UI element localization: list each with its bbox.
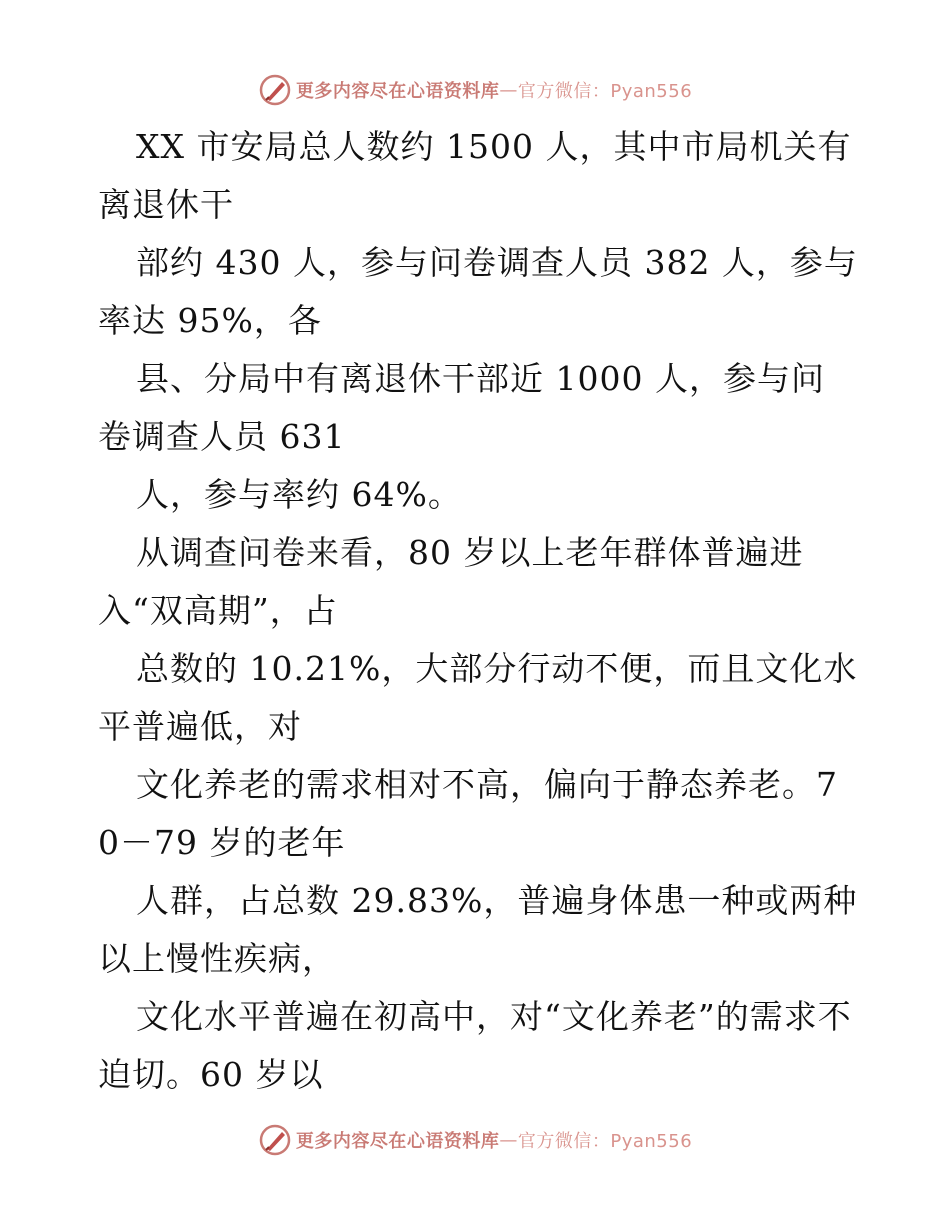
paragraph: 部约 430 人，参与问卷调查人员 382 人，参与率达 95%，各 — [98, 243, 858, 340]
watermark-main-text: 更多内容尽在心语资料库 — [295, 81, 500, 102]
watermark-dash: — — [499, 79, 518, 101]
quill-logo-icon — [258, 73, 292, 107]
paragraph: 县、分局中有离退休干部近 1000 人，参与问卷调查人员 631 — [98, 359, 825, 456]
watermark-dash: — — [499, 1129, 518, 1151]
paragraph: 从调查问卷来看，80 岁以上老年群体普遍进入“双高期”，占 — [98, 533, 804, 630]
paragraph: 总数的 10.21%，大部分行动不便，而且文化水平普遍低，对 — [98, 649, 858, 746]
watermark-wechat-text: 官方微信：Pyan556 — [517, 81, 693, 102]
watermark-main-text: 更多内容尽在心语资料库 — [295, 1131, 500, 1152]
document-body — [98, 118, 858, 1104]
paragraph: 文化养老的需求相对不高，偏向于静态养老。70－79 岁的老年 — [98, 765, 838, 862]
footer-watermark — [0, 1120, 950, 1160]
header-watermark — [0, 70, 950, 110]
quill-logo-icon — [258, 1123, 292, 1157]
paragraph: XX 市安局总人数约 1500 人，其中市局机关有离退休干 — [98, 127, 852, 224]
paragraph: 人，参与率约 64%。 — [136, 475, 462, 514]
paragraph: 人群，占总数 29.83%，普遍身体患一种或两种以上慢性疾病， — [98, 881, 858, 978]
paragraph: 文化水平普遍在初高中，对“文化养老”的需求不迫切。60 岁以 — [98, 997, 852, 1094]
watermark-wechat-text: 官方微信：Pyan556 — [517, 1131, 693, 1152]
